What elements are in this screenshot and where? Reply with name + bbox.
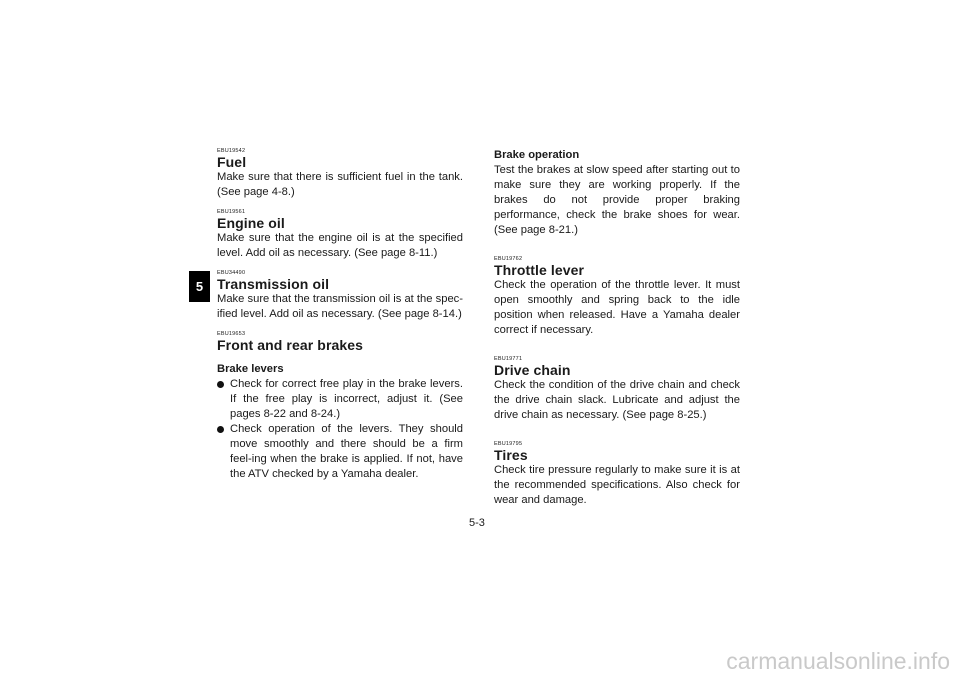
bullet-list [217,377,463,482]
section-text: Check the operation of the throttle lever. It must open smoothly and spring back to the idle position when released. Have a Yamaha dealer correct if necessary. [494,279,740,336]
section-title: Throttle lever [494,262,585,278]
section-transmission-oil [217,270,463,322]
page-number: 5-3 [469,517,485,529]
section-title: Engine oil [217,215,285,231]
section-text: Check the condition of the drive chain and check the drive chain slack. Lubricate and adjust the drive chain as necessary. (See page 8-25.) [494,379,740,421]
section-text: Make sure that there is sufficient fuel in the tank. (See page 4-8.) [217,171,463,198]
section-text: Make sure that the transmission oil is at the spec-ified level. Add oil as necessary. (See page 8-14.) [217,293,463,320]
list-item-text: Check operation of the levers. They should move smoothly and there should be a firm feel-ing when the brake is applied. If not, have the ATV checked by a Yamaha dealer. [230,423,463,480]
subheading: Brake levers [217,363,284,375]
list-item [217,422,463,482]
bullet-icon [217,426,224,433]
chapter-tab: 5 [189,271,210,302]
section-code: EBU19542 [217,148,246,154]
section-fuel [217,148,463,200]
section-code: EBU19762 [494,256,523,262]
section-title: Transmission oil [217,276,330,292]
list-item-text: Check for correct free play in the brake levers. If the free play is incorrect, adjust it. (See pages 8-22 and 8-24.) [230,378,463,420]
watermark: carmanualsonline.info [726,648,950,674]
section-throttle-lever [494,256,740,338]
section-engine-oil [217,209,463,261]
section-brake-operation [494,148,740,238]
left-column [217,148,463,482]
section-text: Test the brakes at slow speed after starting out to make sure they are working properly. If the brakes do not provide proper braking performance, check the brake shoes for wear. (See page 8-21.) [494,164,740,236]
section-title: Front and rear brakes [217,337,364,353]
right-column [494,148,740,508]
section-drive-chain [494,356,740,423]
list-item [217,377,463,422]
section-text: Check tire pressure regularly to make sure it is at the recommended specifications. Also check for wear and damage. [494,464,740,506]
section-text: Make sure that the engine oil is at the specified level. Add oil as necessary. (See page 8-11.) [217,232,463,259]
section-title: Fuel [217,154,247,170]
section-title: Drive chain [494,362,571,378]
subheading: Brake operation [494,149,580,161]
section-code: EBU19795 [494,441,523,447]
section-code: EBU34490 [217,270,246,276]
section-code: EBU19653 [217,331,246,337]
section-code: EBU19771 [494,356,523,362]
section-title: Tires [494,447,528,463]
section-brakes [217,331,463,482]
section-tires [494,441,740,508]
bullet-icon [217,381,224,388]
section-code: EBU19561 [217,209,246,215]
